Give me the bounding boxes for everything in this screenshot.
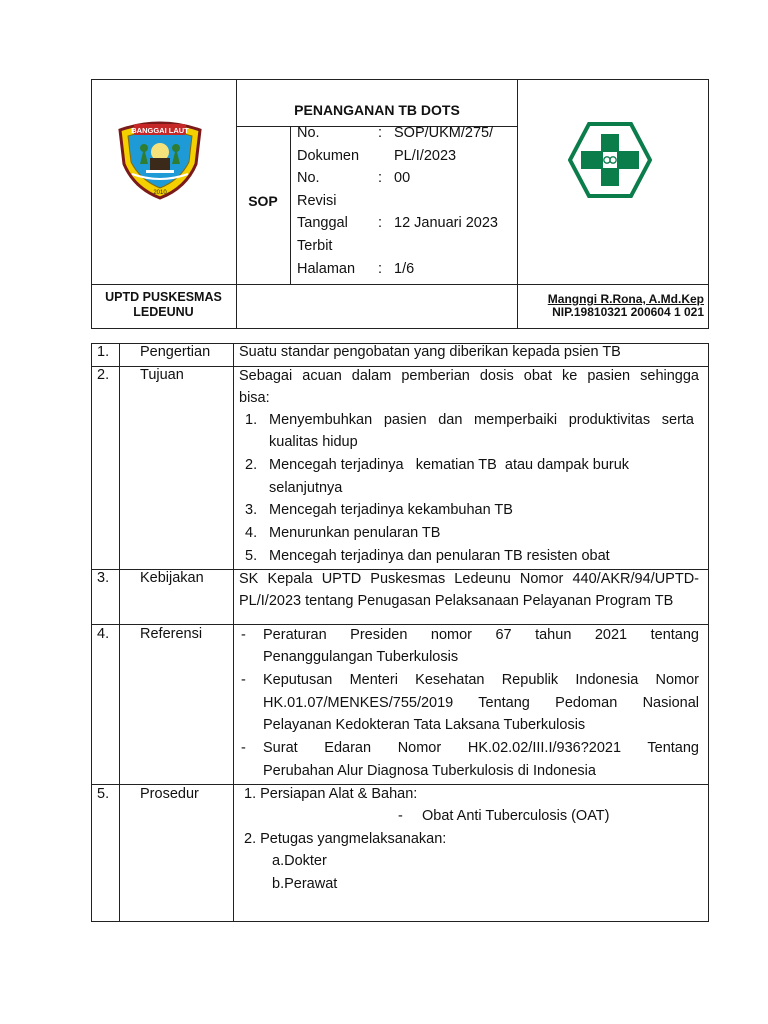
signer-nip: NIP.19810321 200604 1 021 — [552, 305, 704, 319]
row-text: bisa: — [239, 390, 270, 406]
field-value: PL/I/2023 — [394, 148, 457, 164]
row-number: 1. — [97, 344, 110, 360]
sop-label: SOP — [248, 193, 278, 209]
field-separator: : — [378, 170, 383, 186]
field-label: No. — [297, 125, 320, 141]
list-item-cont: kualitas hidup — [269, 434, 358, 450]
list-dash: - — [241, 627, 246, 643]
field-value: SOP/UKM/275/ — [394, 125, 494, 141]
list-item: Mencegah terjadinya kematian TB atau dampak buruk — [269, 457, 630, 473]
signer-name: Mangngi R.Rona, A.Md.Kep — [547, 292, 704, 306]
procedure-item: Obat Anti Tuberculosis (OAT) — [422, 808, 610, 824]
field-value: 1/6 — [394, 261, 415, 277]
svg-text:2010: 2010 — [153, 190, 167, 196]
list-item-cont: Perubahan Alur Diagnosa Tuberkulosis di Indonesia — [263, 763, 596, 779]
procedure-item: b.Perawat — [272, 876, 338, 892]
list-item: Keputusan Menteri Kesehatan Republik Indonesia Nomor — [263, 672, 699, 688]
regional-emblem-logo — [112, 118, 208, 200]
list-dash: - — [241, 672, 246, 688]
list-number: 2. — [245, 457, 258, 473]
list-number: 5. — [245, 548, 258, 564]
field-separator: : — [378, 125, 383, 141]
list-item: Mencegah terjadinya kekambuhan TB — [269, 502, 513, 518]
list-item: Peraturan Presiden nomor 67 tahun 2021 tentang — [263, 627, 699, 643]
field-label: Terbit — [297, 238, 333, 254]
org-name-line1: UPTD PUSKESMAS — [105, 290, 222, 304]
list-item: Menyembuhkan pasien dan memperbaiki produktivitas serta — [269, 412, 694, 428]
document-title: PENANGANAN TB DOTS — [294, 102, 460, 118]
row-text: Sebagai acuan dalam pemberian dosis obat ke pasien sehingga — [239, 368, 699, 384]
field-label: Dokumen — [297, 148, 360, 164]
svg-text:BANGGAI LAUT: BANGGAI LAUT — [131, 126, 189, 135]
list-number: 4. — [245, 525, 258, 541]
row-label: Prosedur — [140, 786, 199, 802]
row-label: Pengertian — [140, 344, 211, 360]
list-number: 3. — [245, 502, 258, 518]
list-item-cont: HK.01.07/MENKES/755/2019 Tentang Pedoman Nasional — [263, 695, 699, 711]
row-label: Tujuan — [140, 367, 184, 383]
row-label: Referensi — [140, 626, 203, 642]
row-number: 2. — [97, 367, 110, 383]
list-dash: - — [398, 808, 403, 824]
list-item: Surat Edaran Nomor HK.02.02/III.I/936?2021 Tentang — [263, 740, 699, 756]
row-text: SK Kepala UPTD Puskesmas Ledeunu Nomor 440/AKR/94/UPTD- — [239, 571, 699, 587]
row-number: 3. — [97, 570, 110, 586]
procedure-step: 2. Petugas yangmelaksanakan: — [244, 831, 447, 847]
field-separator: : — [378, 215, 383, 231]
puskesmas-logo — [568, 121, 652, 199]
procedure-step: 1. Persiapan Alat & Bahan: — [244, 786, 418, 802]
row-number: 5. — [97, 786, 110, 802]
list-item-cont: Pelayanan Kedokteran Tata Laksana Tuberkulosis — [263, 717, 586, 733]
list-item-cont: Penanggulangan Tuberkulosis — [263, 649, 459, 665]
list-number: 1. — [245, 412, 258, 428]
list-item-cont: selanjutnya — [269, 480, 343, 496]
procedure-item: a.Dokter — [272, 853, 327, 869]
row-label: Kebijakan — [140, 570, 204, 586]
field-label: No. — [297, 170, 320, 186]
field-separator: : — [378, 261, 383, 277]
list-item: Mencegah terjadinya dan penularan TB resisten obat — [269, 548, 610, 564]
row-number: 4. — [97, 626, 110, 642]
field-label: Tanggal — [297, 215, 348, 231]
field-value: 00 — [394, 170, 411, 186]
org-name-line2: LEDEUNU — [133, 305, 194, 319]
field-value: 12 Januari 2023 — [394, 215, 498, 231]
field-label: Revisi — [297, 193, 337, 209]
list-dash: - — [241, 740, 246, 756]
row-text: Suatu standar pengobatan yang diberikan kepada psien TB — [239, 344, 621, 360]
row-text: PL/I/2023 tentang Penugasan Pelaksanaan Pelayanan Program TB — [239, 593, 674, 609]
list-item: Menurunkan penularan TB — [269, 525, 441, 541]
field-label: Halaman — [297, 261, 356, 277]
